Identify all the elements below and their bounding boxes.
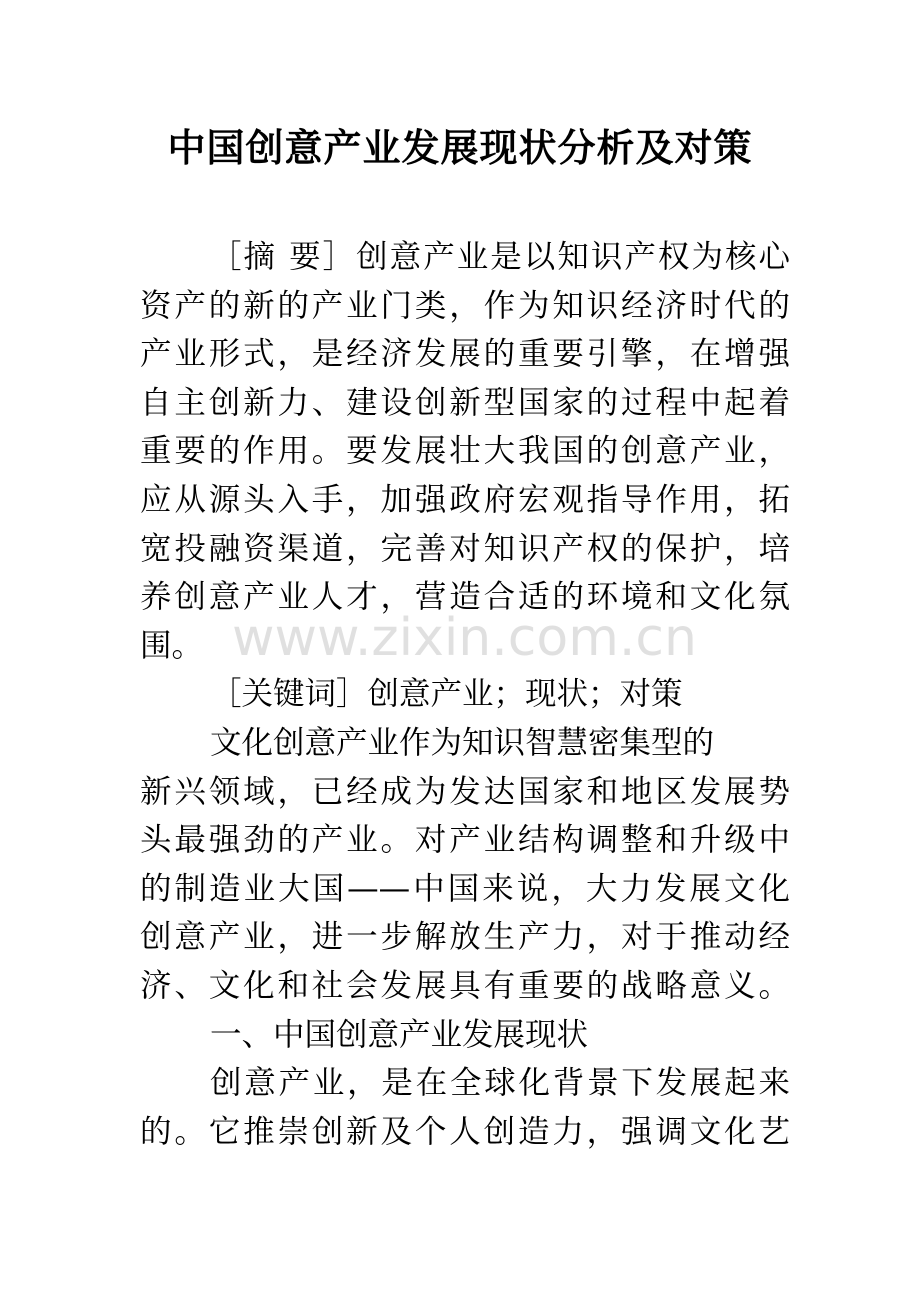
- abstract-line-2: 资产的新的产业门类，作为知识经济时代的: [140, 287, 790, 324]
- document-body: [140, 233, 790, 1156]
- abstract-line-6: 应从源头入手，加强政府宏观指导作用，拓: [140, 481, 790, 518]
- abstract-line-7: 宽投融资渠道，完善对知识产权的保护，培: [140, 530, 790, 567]
- abstract-line-5: 重要的作用。要发展壮大我国的创意产业，: [140, 433, 790, 470]
- abstract-line-1: ［摘 要］创意产业是以知识产权为核心: [210, 239, 790, 275]
- paragraph-1-line-2: 新兴领域，已经成为发达国家和地区发展势: [140, 773, 790, 810]
- paragraph-1-line-3: 头最强劲的产业。对产业结构调整和升级中: [140, 822, 790, 859]
- abstract-line-3: 产业形式，是经济发展的重要引擎，在增强: [140, 336, 790, 373]
- abstract-line-4: 自主创新力、建设创新型国家的过程中起着: [140, 384, 790, 421]
- abstract-line-9: 围。: [140, 627, 204, 664]
- paragraph-2-line-1: 创意产业，是在全球化背景下发展起来: [210, 1065, 790, 1102]
- section-heading: 一、中国创意产业发展现状: [210, 1016, 589, 1053]
- paragraph-1-line-1: 文化创意产业作为知识智慧密集型的: [210, 724, 715, 761]
- paragraph-1-line-4: 的制造业大国——中国来说，大力发展文化: [140, 870, 790, 907]
- document-title: 中国创意产业发展现状分析及对策: [167, 126, 753, 170]
- abstract-line-8: 养创意产业人才，营造合适的环境和文化氛: [140, 579, 790, 616]
- paragraph-1-line-5: 创意产业，进一步解放生产力，对于推动经: [140, 919, 790, 956]
- watermark: www.zixin.com.cn: [232, 608, 697, 668]
- paragraph-2-line-2: 的。它推崇创新及个人创造力，强调文化艺: [140, 1113, 790, 1150]
- keywords-line: ［关键词］创意产业；现状；对策: [210, 676, 683, 713]
- paragraph-1-line-6: 济、文化和社会发展具有重要的战略意义。: [140, 967, 790, 1004]
